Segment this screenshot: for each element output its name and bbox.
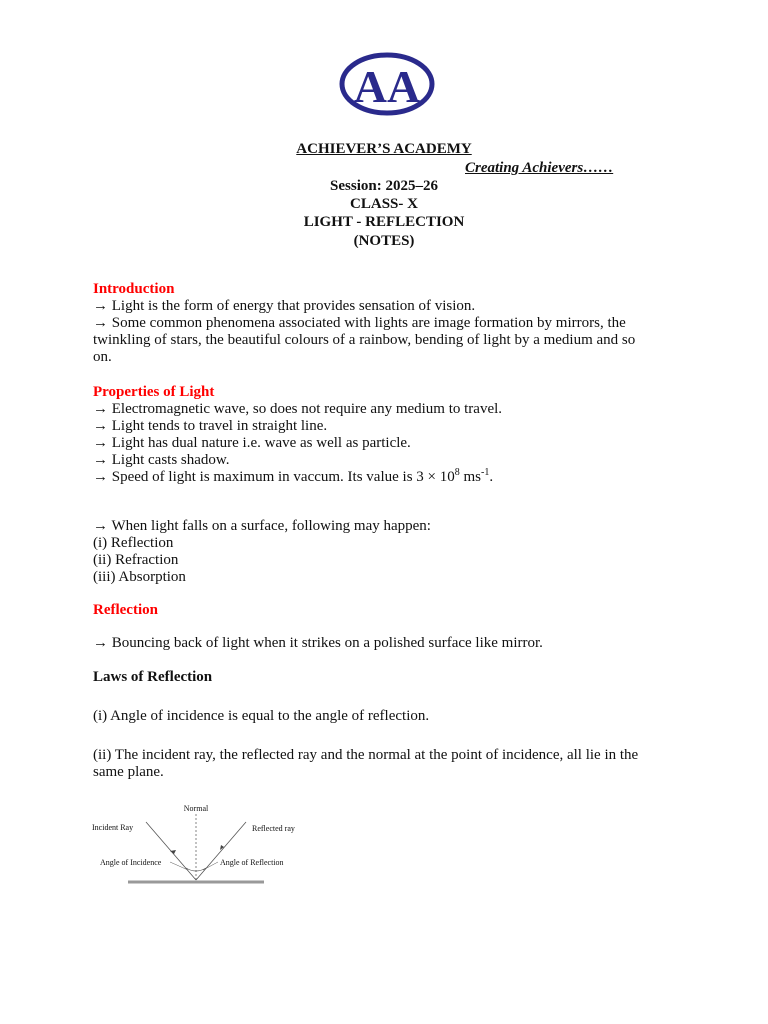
- speed-prefix: → Speed of light is maximum in vaccum. Its value is 3 × 10: [93, 469, 455, 485]
- speed-exponent: 8: [454, 467, 460, 478]
- class-label: CLASS- X: [350, 196, 418, 212]
- surface-item: → When light falls on a surface, following may happen:: [93, 518, 431, 534]
- surface-item: (ii) Refraction: [93, 552, 179, 568]
- intro-line: → Light is the form of energy that provides sensation of vision.: [93, 298, 476, 314]
- properties-heading: Properties of Light: [93, 384, 215, 400]
- properties-section: [93, 384, 673, 486]
- angle-incidence-label: Angle of Incidence: [100, 858, 162, 867]
- intro-line: → Some common phenomena associated with lights are image formation by mirrors, the: [93, 315, 626, 331]
- speed-unit-exponent: -1: [481, 467, 490, 478]
- subject-title: LIGHT - REFLECTION: [303, 214, 465, 230]
- reflection-diagram: [90, 800, 310, 890]
- introduction-section: [93, 281, 673, 366]
- reflection-definition: → Bouncing back of light when it strikes on a polished surface like mirror.: [93, 635, 543, 651]
- introduction-heading: Introduction: [93, 281, 175, 297]
- surface-section: [93, 518, 673, 586]
- intro-line: on.: [93, 349, 112, 365]
- surface-item: (iii) Absorption: [93, 569, 186, 585]
- property-item: → Electromagnetic wave, so does not require any medium to travel.: [93, 401, 503, 417]
- speed-unit: ms: [459, 469, 482, 485]
- property-item: → Light has dual nature i.e. wave as well as particle.: [93, 435, 411, 451]
- tagline: Creating Achievers……: [465, 160, 614, 176]
- notes-label: (NOTES): [353, 233, 415, 249]
- logo-text: AA: [353, 61, 421, 112]
- reflected-ray-label: Reflected ray: [252, 824, 295, 833]
- incident-ray-label: Incident Ray: [92, 823, 134, 832]
- surface-item: (i) Reflection: [93, 535, 174, 551]
- law-2: [93, 747, 673, 781]
- normal-label: Normal: [183, 804, 209, 813]
- property-item: → Light casts shadow.: [93, 452, 230, 468]
- laws-heading: Laws of Reflection: [93, 669, 213, 685]
- law-1: (i) Angle of incidence is equal to the angle of reflection.: [93, 708, 430, 724]
- speed-end: .: [489, 469, 494, 485]
- reflected-ray-line: [196, 822, 246, 880]
- law-2-line: (ii) The incident ray, the reflected ray and the normal at the point of incidence, all lie in the: [93, 747, 639, 763]
- property-item: → Light tends to travel in straight line.: [93, 418, 328, 434]
- academy-name: ACHIEVER’S ACADEMY: [296, 141, 472, 157]
- law-2-line: same plane.: [93, 764, 164, 780]
- intro-line: twinkling of stars, the beautiful colours of a rainbow, bending of light by a medium and so: [93, 332, 636, 348]
- speed-of-light: [93, 469, 673, 486]
- session-label: Session: 2025–26: [330, 178, 438, 194]
- angle-reflection-label: Angle of Reflection: [220, 858, 284, 867]
- academy-logo: [338, 52, 436, 116]
- reflection-heading: Reflection: [93, 602, 158, 618]
